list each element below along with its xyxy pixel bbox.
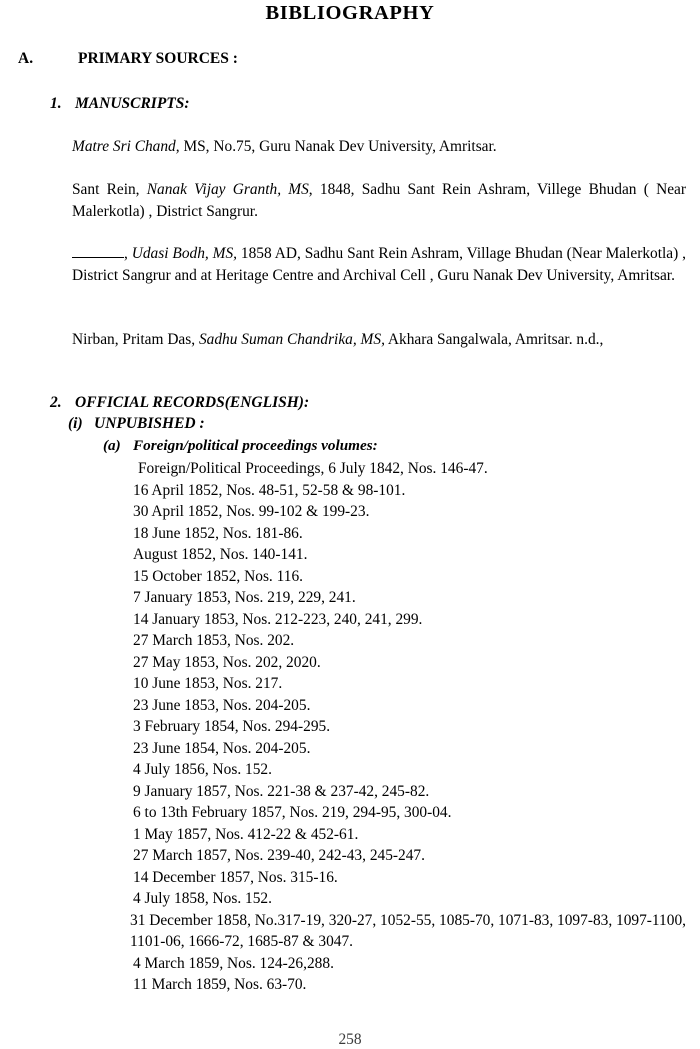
subheading-marker: (i) [68,415,83,432]
entry-title: Sadhu Suman Chandrika, MS, [198,331,385,348]
subheading-label: UNPUBISHED : [94,415,205,432]
page-number: 258 [338,1031,362,1048]
proceedings-line: 15 October 1852, Nos. 116. [133,567,303,585]
subheading-foreign-political-volumes [103,437,378,455]
proceedings-line: 4 July 1858, Nos. 152. [133,890,272,907]
bibliography-entry [72,329,686,351]
proceedings-line: 23 June 1853, Nos. 204-205. [133,696,311,714]
subheading-official-records [50,394,309,412]
subheading-unpublished [68,415,205,433]
page-title: BIBLIOGRAPHY [265,2,435,24]
entry-title: Nanak Vijay Granth, MS [146,181,309,198]
proceedings-line: 7 January 1853, Nos. 219, 229, 241. [133,589,356,606]
entry-separator: , [124,245,132,262]
subheading-label: OFFICIAL RECORDS(ENGLISH): [75,394,310,411]
proceedings-line: 31 December 1858, No.317-19, 320-27, 1052-55, 1085-70, 1071-83, 1097-83, 1097-1100, 1101-06, 1666-72, 1685-87 & 3047. [130,911,686,950]
entry-details: , 1848, Sadhu Sant Rein Ashram, Villege Bhudan ( Near Malerkotla) , District Sangrur. [72,181,686,220]
bibliography-entry [72,179,686,222]
proceedings-line: 4 July 1856, Nos. 152. [133,761,272,778]
proceedings-line: 14 January 1853, Nos. 212-223, 240, 241, 299. [133,610,423,628]
entry-author: Sant Rein, [72,181,147,198]
subheading-label: MANUSCRIPTS: [75,95,190,112]
proceedings-line: 1 May 1857, Nos. 412-22 & 452-61. [133,825,359,843]
author-ditto-rule [72,246,124,258]
bibliography-entry [72,136,686,158]
proceedings-line: 16 April 1852, Nos. 48-51, 52-58 & 98-101. [133,481,406,499]
proceedings-line: 10 June 1853, Nos. 217. [133,675,283,692]
proceedings-line: 9 January 1857, Nos. 221-38 & 237-42, 245-82. [133,782,430,800]
subheading-marker: (a) [103,437,121,454]
proceedings-line: 23 June 1854, Nos. 204-205. [133,739,311,757]
proceedings-line: 11 March 1859, Nos. 63-70. [133,976,307,993]
subheading-marker: 2. [50,394,62,411]
entry-title: Matre Sri Chand, [72,138,180,155]
proceedings-line: 18 June 1852, Nos. 181-86. [133,524,303,542]
proceedings-list [130,458,686,996]
entry-details: MS, No.75, Guru Nanak Dev University, Amritsar. [179,138,497,155]
proceedings-line: 27 March 1853, Nos. 202. [133,632,295,649]
proceedings-line: August 1852, Nos. 140-141. [133,546,308,563]
subheading-label: Foreign/political proceedings volumes: [133,437,378,454]
proceedings-line: 6 to 13th February 1857, Nos. 219, 294-95, 300-04. [133,804,452,821]
section-heading-primary-sources [18,50,678,68]
proceedings-line: Foreign/Political Proceedings, 6 July 1842, Nos. 146-47. [138,460,488,477]
entry-author: Nirban, Pritam Das, [72,331,199,348]
proceedings-line: 3 February 1854, Nos. 294-295. [133,718,331,735]
section-label: PRIMARY SOURCES : [78,50,238,67]
proceedings-line: 27 May 1853, Nos. 202, 2020. [133,653,321,671]
proceedings-line: 27 March 1857, Nos. 239-40, 242-43, 245-247. [133,847,425,864]
subheading-marker: 1. [50,95,62,112]
entry-details: 1858 AD, Sadhu Sant Rein Ashram, Village Bhudan (Near Malerkotla) , District Sangrur and at Heritage Centre and Archival Cell , Guru Nanak Dev University, Amritsar. [72,245,686,284]
proceedings-line: 30 April 1852, Nos. 99-102 & 199-23. [133,503,370,520]
subheading-manuscripts [50,95,190,113]
proceedings-line: 4 March 1859, Nos. 124-26,288. [133,954,334,972]
bibliography-entry [72,243,686,286]
entry-details: Akhara Sangalwala, Amritsar. n.d., [384,331,604,348]
proceedings-line: 14 December 1857, Nos. 315-16. [133,868,338,886]
section-marker: A. [18,50,34,67]
entry-title: Udasi Bodh, MS, [131,245,238,262]
